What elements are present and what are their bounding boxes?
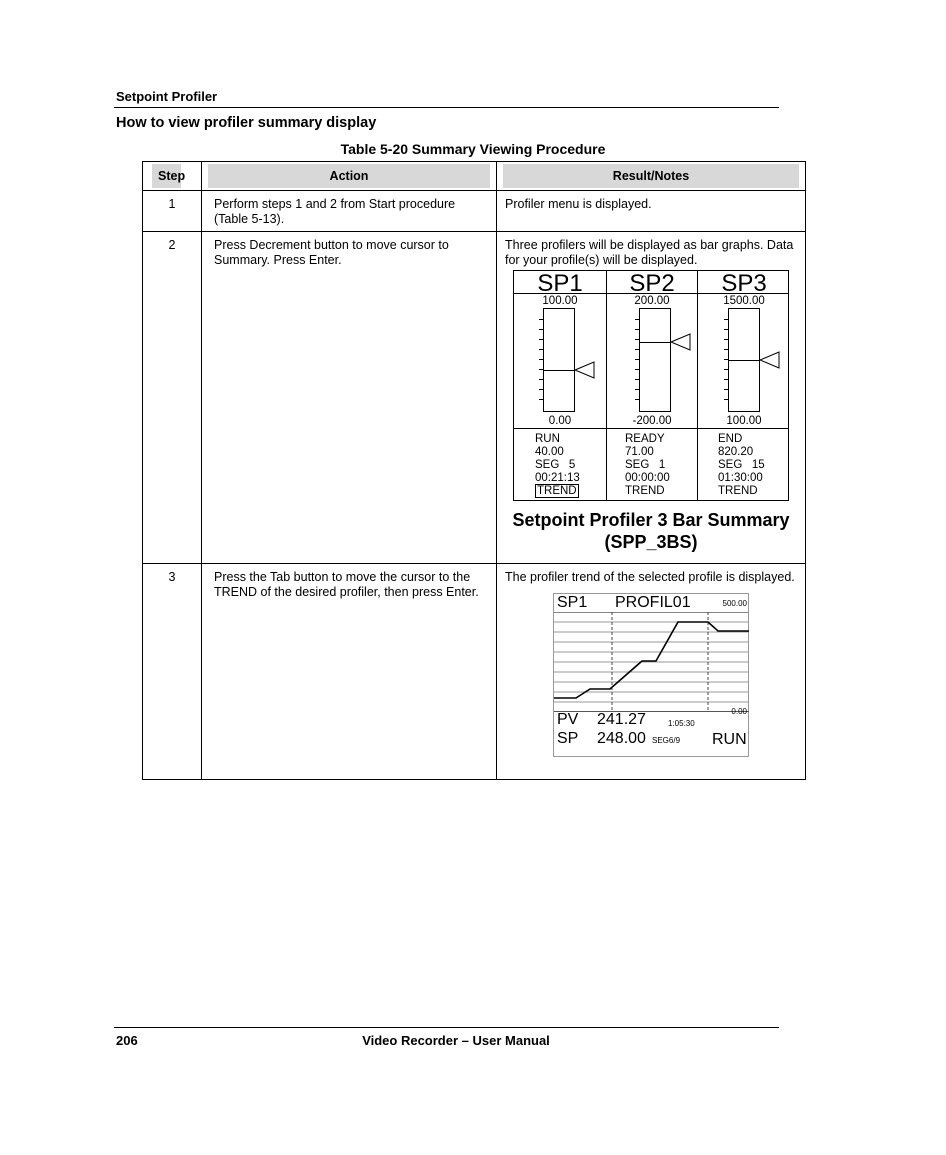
scale-top: 200.00 [634,295,670,307]
status-value: 40.00 [535,446,564,458]
pv-label: PV [557,711,579,728]
trend-tag: SP1 [557,594,588,611]
pv-value: 241.27 [597,711,646,728]
result-text: The profiler trend of the selected profile is displayed. [505,570,795,584]
step-number: 1 [143,191,202,232]
trend-scale-max: 500.00 [722,599,747,608]
sp-label: SP [557,730,579,747]
status-segment: SEG 15 [718,459,765,471]
trend-button[interactable]: TREND [625,485,665,497]
profiler-status [718,433,765,498]
header-cell-action [202,162,497,191]
setpoint-pointer-icon [670,333,692,351]
header-step-label: Step [152,164,181,188]
trend-button[interactable]: TREND [718,485,758,497]
trend-run-state: RUN [712,731,747,748]
result-cell [497,232,806,564]
status-state: READY [625,433,665,445]
scale-top: 100.00 [542,295,578,307]
step-number: 3 [143,564,202,780]
scale-bottom: -200.00 [632,415,672,427]
bar-level-line [640,342,670,343]
profiler-name: SP3 [721,270,767,297]
profiler-name: SP1 [537,270,583,297]
figure-title-line2: (SPP_3BS) [604,532,698,552]
section-title: Setpoint Profiler [116,89,218,104]
status-time: 00:21:13 [535,472,580,484]
status-state: END [718,433,743,445]
table-row [143,232,806,564]
bar-graph [639,308,671,412]
bar-summary-display [513,270,789,501]
result-cell [497,564,806,780]
figure-title-line1: Setpoint Profiler 3 Bar Summary [512,510,790,530]
page-number: 206 [116,1033,138,1048]
action-text: Perform steps 1 and 2 from Start procedure (Table 5-13). [202,191,497,232]
footer-title: Video Recorder – User Manual [362,1033,550,1048]
scale-bottom: 100.00 [726,415,762,427]
trend-time: 1:05:30 [668,719,695,728]
step-number: 2 [143,232,202,564]
table-header-row [143,162,806,191]
setpoint-pointer-icon [574,361,596,379]
sp-value: 248.00 [597,730,646,747]
result-text: Profiler menu is displayed. [497,191,806,232]
profiler-status [535,433,580,498]
page-heading: How to view profiler summary display [116,115,377,131]
profiler-name: SP2 [629,270,675,297]
procedure-table [142,161,806,780]
status-time: 00:00:00 [625,472,670,484]
scale-bottom: 0.00 [548,415,572,427]
status-segment: SEG 1 [625,459,666,471]
trend-segment: SEG6/9 [652,736,681,745]
result-text: Three profilers will be displayed as bar graphs. Data for your profile(s) will be displayed. [505,238,794,267]
status-time: 01:30:00 [718,472,763,484]
status-value: 820.20 [718,446,754,458]
trend-plot [554,612,749,712]
trend-button[interactable]: TREND [537,485,577,497]
figure-title [505,509,797,553]
header-action-label: Action [208,164,490,188]
profiler-status [625,433,670,498]
scale-top: 1500.00 [723,295,765,307]
header-cell-result [497,162,806,191]
status-segment: SEG 5 [535,459,576,471]
status-state: RUN [535,433,560,445]
footer-rule [114,1027,779,1028]
action-text: Press Decrement button to move cursor to Summary. Press Enter. [202,232,497,564]
bar-graph [728,308,760,412]
trend-profile-name: PROFIL01 [615,594,691,611]
bar-level-line [544,370,574,371]
setpoint-pointer-icon [759,351,781,369]
table-row [143,191,806,232]
header-cell-step [143,162,202,191]
status-value: 71.00 [625,446,654,458]
trend-scale-min: 0.00 [731,707,747,716]
action-text: Press the Tab button to move the cursor to the TREND of the desired profiler, then press Enter. [202,564,497,780]
header-rule [114,107,779,108]
bar-graph [543,308,575,412]
bar-level-line [729,360,759,361]
header-result-label: Result/Notes [503,164,799,188]
table-row [143,564,806,780]
profiler-trend-display [553,593,749,757]
table-caption: Table 5-20 Summary Viewing Procedure [340,141,606,157]
